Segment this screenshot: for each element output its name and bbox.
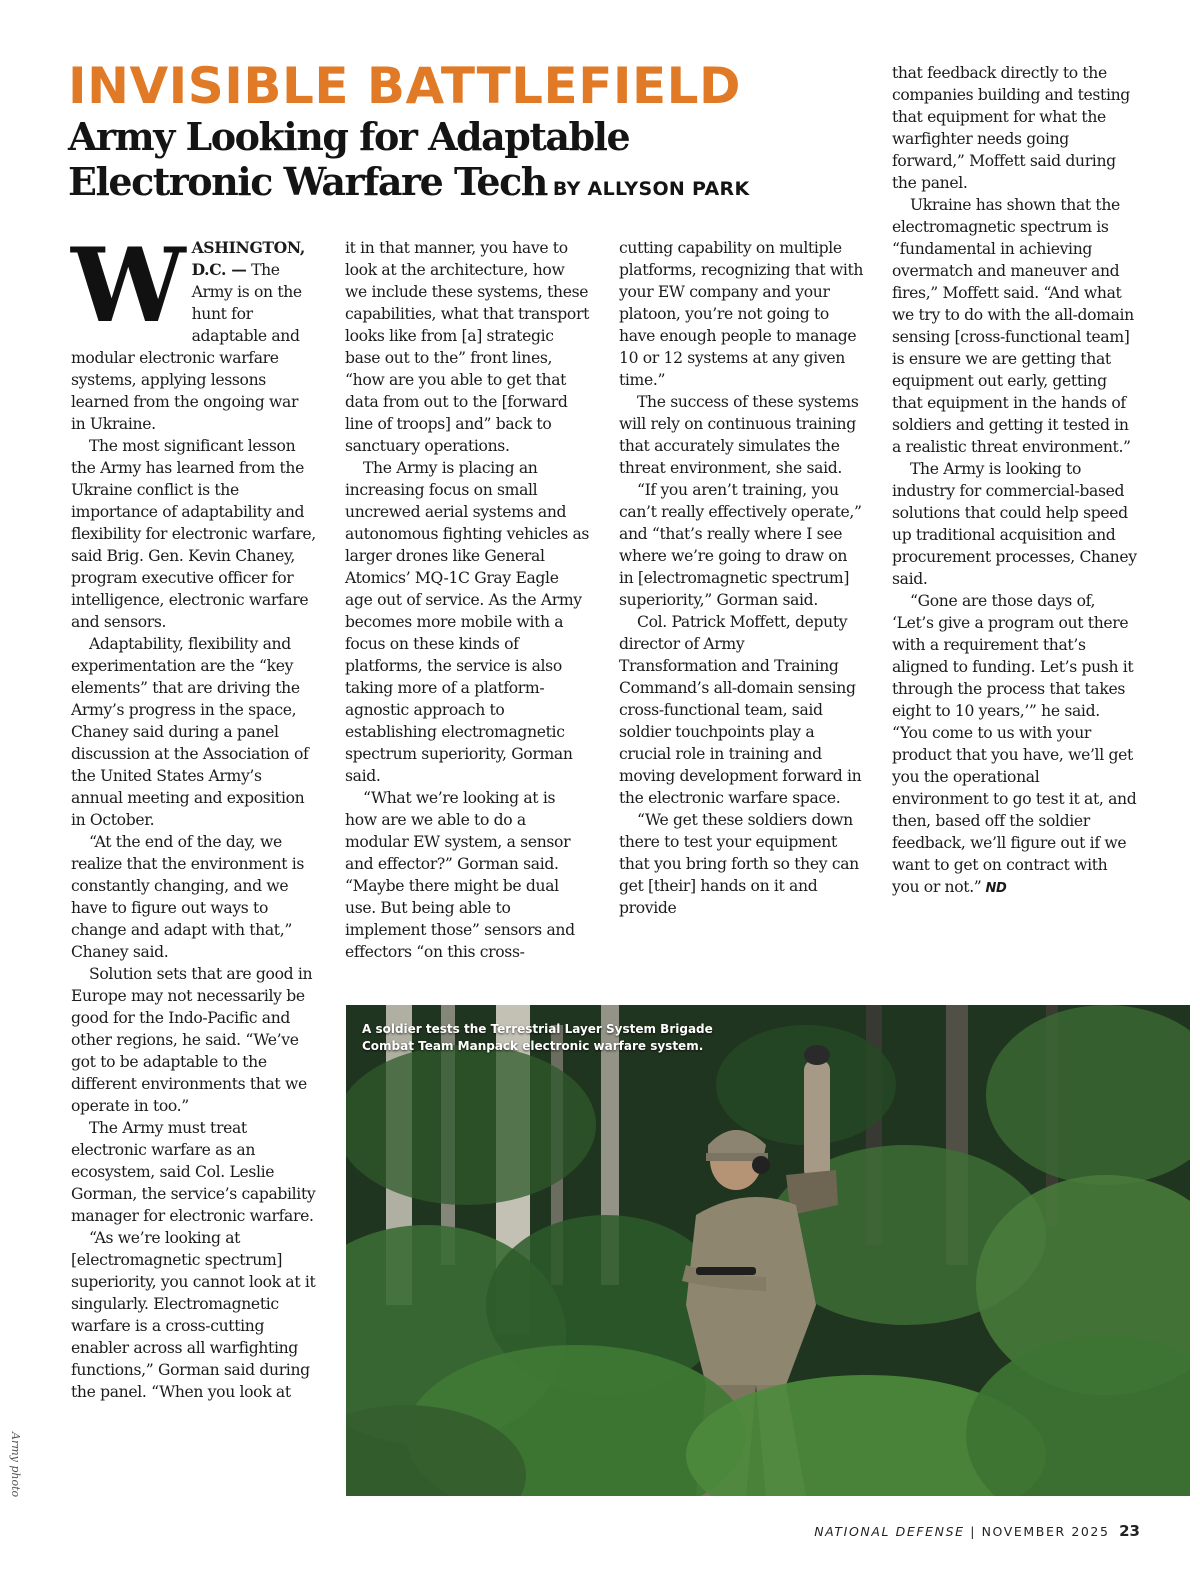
paragraph: The success of these systems will rely on continuous training that accurately simulates the threat environment, she said. xyxy=(619,393,859,477)
paragraph: “We get these soldiers down there to test your equipment that you bring forth so they can get [their] hands on it and provide xyxy=(619,811,859,917)
article-photo xyxy=(346,1005,1190,1496)
paragraph-text: “Gone are those days of, ‘Let’s give a program out there with a requirement that’s aligned to funding. Let’s push it through the process that takes eight to 10 years,’” he said. “You come to us with your product that you have, we’ll get you the operational environment to go test it at, and then, based off the soldier feedback, we’ll figure out if we want to get on contract with you or not.” xyxy=(892,592,1137,896)
article-headline xyxy=(68,114,868,212)
forest-soldier-illustration xyxy=(346,1005,1190,1496)
paragraph: Col. Patrick Moffett, deputy director of Army Transformation and Training Command’s all-domain sensing cross-functional team, said soldier touchpoints play a crucial role in training and moving development forward in the electronic warfare space. xyxy=(619,613,862,807)
dateline: ASHINGTON, D.C. — xyxy=(191,238,305,279)
page-footer xyxy=(814,1522,1140,1540)
headline-line-2-text: Electronic Warfare Tech xyxy=(68,159,547,204)
paragraph: The most significant lesson the Army has learned from the Ukraine conflict is the importance of adaptability and flexibility for electronic warfare, said Brig. Gen. Kevin Chaney, program executive officer for intelligence, electronic warfare and sensors. xyxy=(71,437,316,631)
paragraph: Solution sets that are good in Europe may not necessarily be good for the Indo-Pacific and other regions, he said. “We’ve got to be adaptable to the different environments that we operate in too.” xyxy=(71,965,313,1115)
photo-credit: Army photo xyxy=(9,1432,22,1498)
paragraph: “What we’re looking at is how are we able to do a modular EW system, a sensor and effector?” Gorman said. “Maybe there might be dual use. But being able to implement those” sensors and effectors “on this cross- xyxy=(345,789,575,961)
headline-line-1: Army Looking for Adaptable xyxy=(68,114,630,159)
article-column-3 xyxy=(619,237,864,919)
article-column-4 xyxy=(892,62,1137,900)
paragraph-continued: that feedback directly to the companies building and testing that equipment for what the warfighter needs going forward,” Moffett said during the panel. xyxy=(892,64,1130,192)
paragraph: The Army is placing an increasing focus on small uncrewed aerial systems and autonomous fighting vehicles as larger drones like General Atomics’ MQ-1C Gray Eagle age out of service. As the Army becomes more mobile with a focus on these kinds of platforms, the service is also taking more of a platform-agnostic approach to establishing electromagnetic spectrum superiority, Gorman said. xyxy=(345,459,590,785)
section-kicker: INVISIBLE BATTLEFIELD xyxy=(68,57,741,115)
byline: BY ALLYSON PARK xyxy=(552,178,750,200)
article-column-2 xyxy=(345,237,590,963)
article-column-1 xyxy=(71,226,316,1497)
paragraph-continued: it in that manner, you have to look at the architecture, how we include these systems, these capabilities, what that transport looks like from [a] strategic base out to the” front lines, “how are you able to get that data from out to the [forward line of troops] and” back to sanctuary operations. xyxy=(345,239,589,455)
drop-cap: W xyxy=(71,226,184,346)
paragraph: “As we’re looking at [electromagnetic spectrum] superiority, you cannot look at it singularly. Electromagnetic warfare is a cross-cutting enabler across all warfighting functions,” Gorman said during the panel. “When you look at xyxy=(71,1229,316,1401)
issue-date: NOVEMBER 2025 xyxy=(981,1524,1110,1539)
paragraph: “At the end of the day, we realize that the environment is constantly changing, and we have to figure out ways to change and adapt with that,” Chaney said. xyxy=(71,833,305,961)
end-mark: ND xyxy=(985,881,1007,896)
paragraph: “If you aren’t training, you can’t really effectively operate,” and “that’s really where I see where we’re going to draw on in [electromagnetic spectrum] superiority,” Gorman said. xyxy=(619,481,862,609)
photo-caption: A soldier tests the Terrestrial Layer System Brigade Combat Team Manpack electronic warfare system. xyxy=(362,1022,713,1053)
paragraph: The Army is on the hunt for adaptable and modular electronic warfare systems, applying lessons learned from the ongoing war in Ukraine. xyxy=(71,261,302,433)
page-number: 23 xyxy=(1119,1522,1140,1540)
lead-paragraph xyxy=(71,226,316,435)
paragraph: Adaptability, flexibility and experimentation are the “key elements” that are driving the Army’s progress in the space, Chaney said during a panel discussion at the Association of the United States Army’s annual meeting and exposition in October. xyxy=(71,635,309,829)
headline-line-2 xyxy=(68,159,868,212)
paragraph: Ukraine has shown that the electromagnetic spectrum is “fundamental in achieving overmatch and maneuver and fires,” Moffett said. “And what we try to do with the all-domain sensing [cross-functional team] is ensure we are getting that equipment out early, getting that equipment in the hands of soldiers and getting it tested in a realistic threat environment.” xyxy=(892,196,1134,456)
paragraph xyxy=(892,590,1137,900)
paragraph: The Army must treat electronic warfare as an ecosystem, said Col. Leslie Gorman, the service’s capability manager for electronic warfare. xyxy=(71,1119,316,1225)
footer-separator: | xyxy=(970,1524,977,1539)
paragraph-continued: cutting capability on multiple platforms, recognizing that with your EW company and your platoon, you’re not going to have enough people to manage 10 or 12 systems at any given time.” xyxy=(619,239,864,389)
paragraph: The Army is looking to industry for commercial-based solutions that could help speed up traditional acquisition and procurement processes, Chaney said. xyxy=(892,460,1137,588)
publication-name: NATIONAL DEFENSE xyxy=(814,1524,965,1539)
